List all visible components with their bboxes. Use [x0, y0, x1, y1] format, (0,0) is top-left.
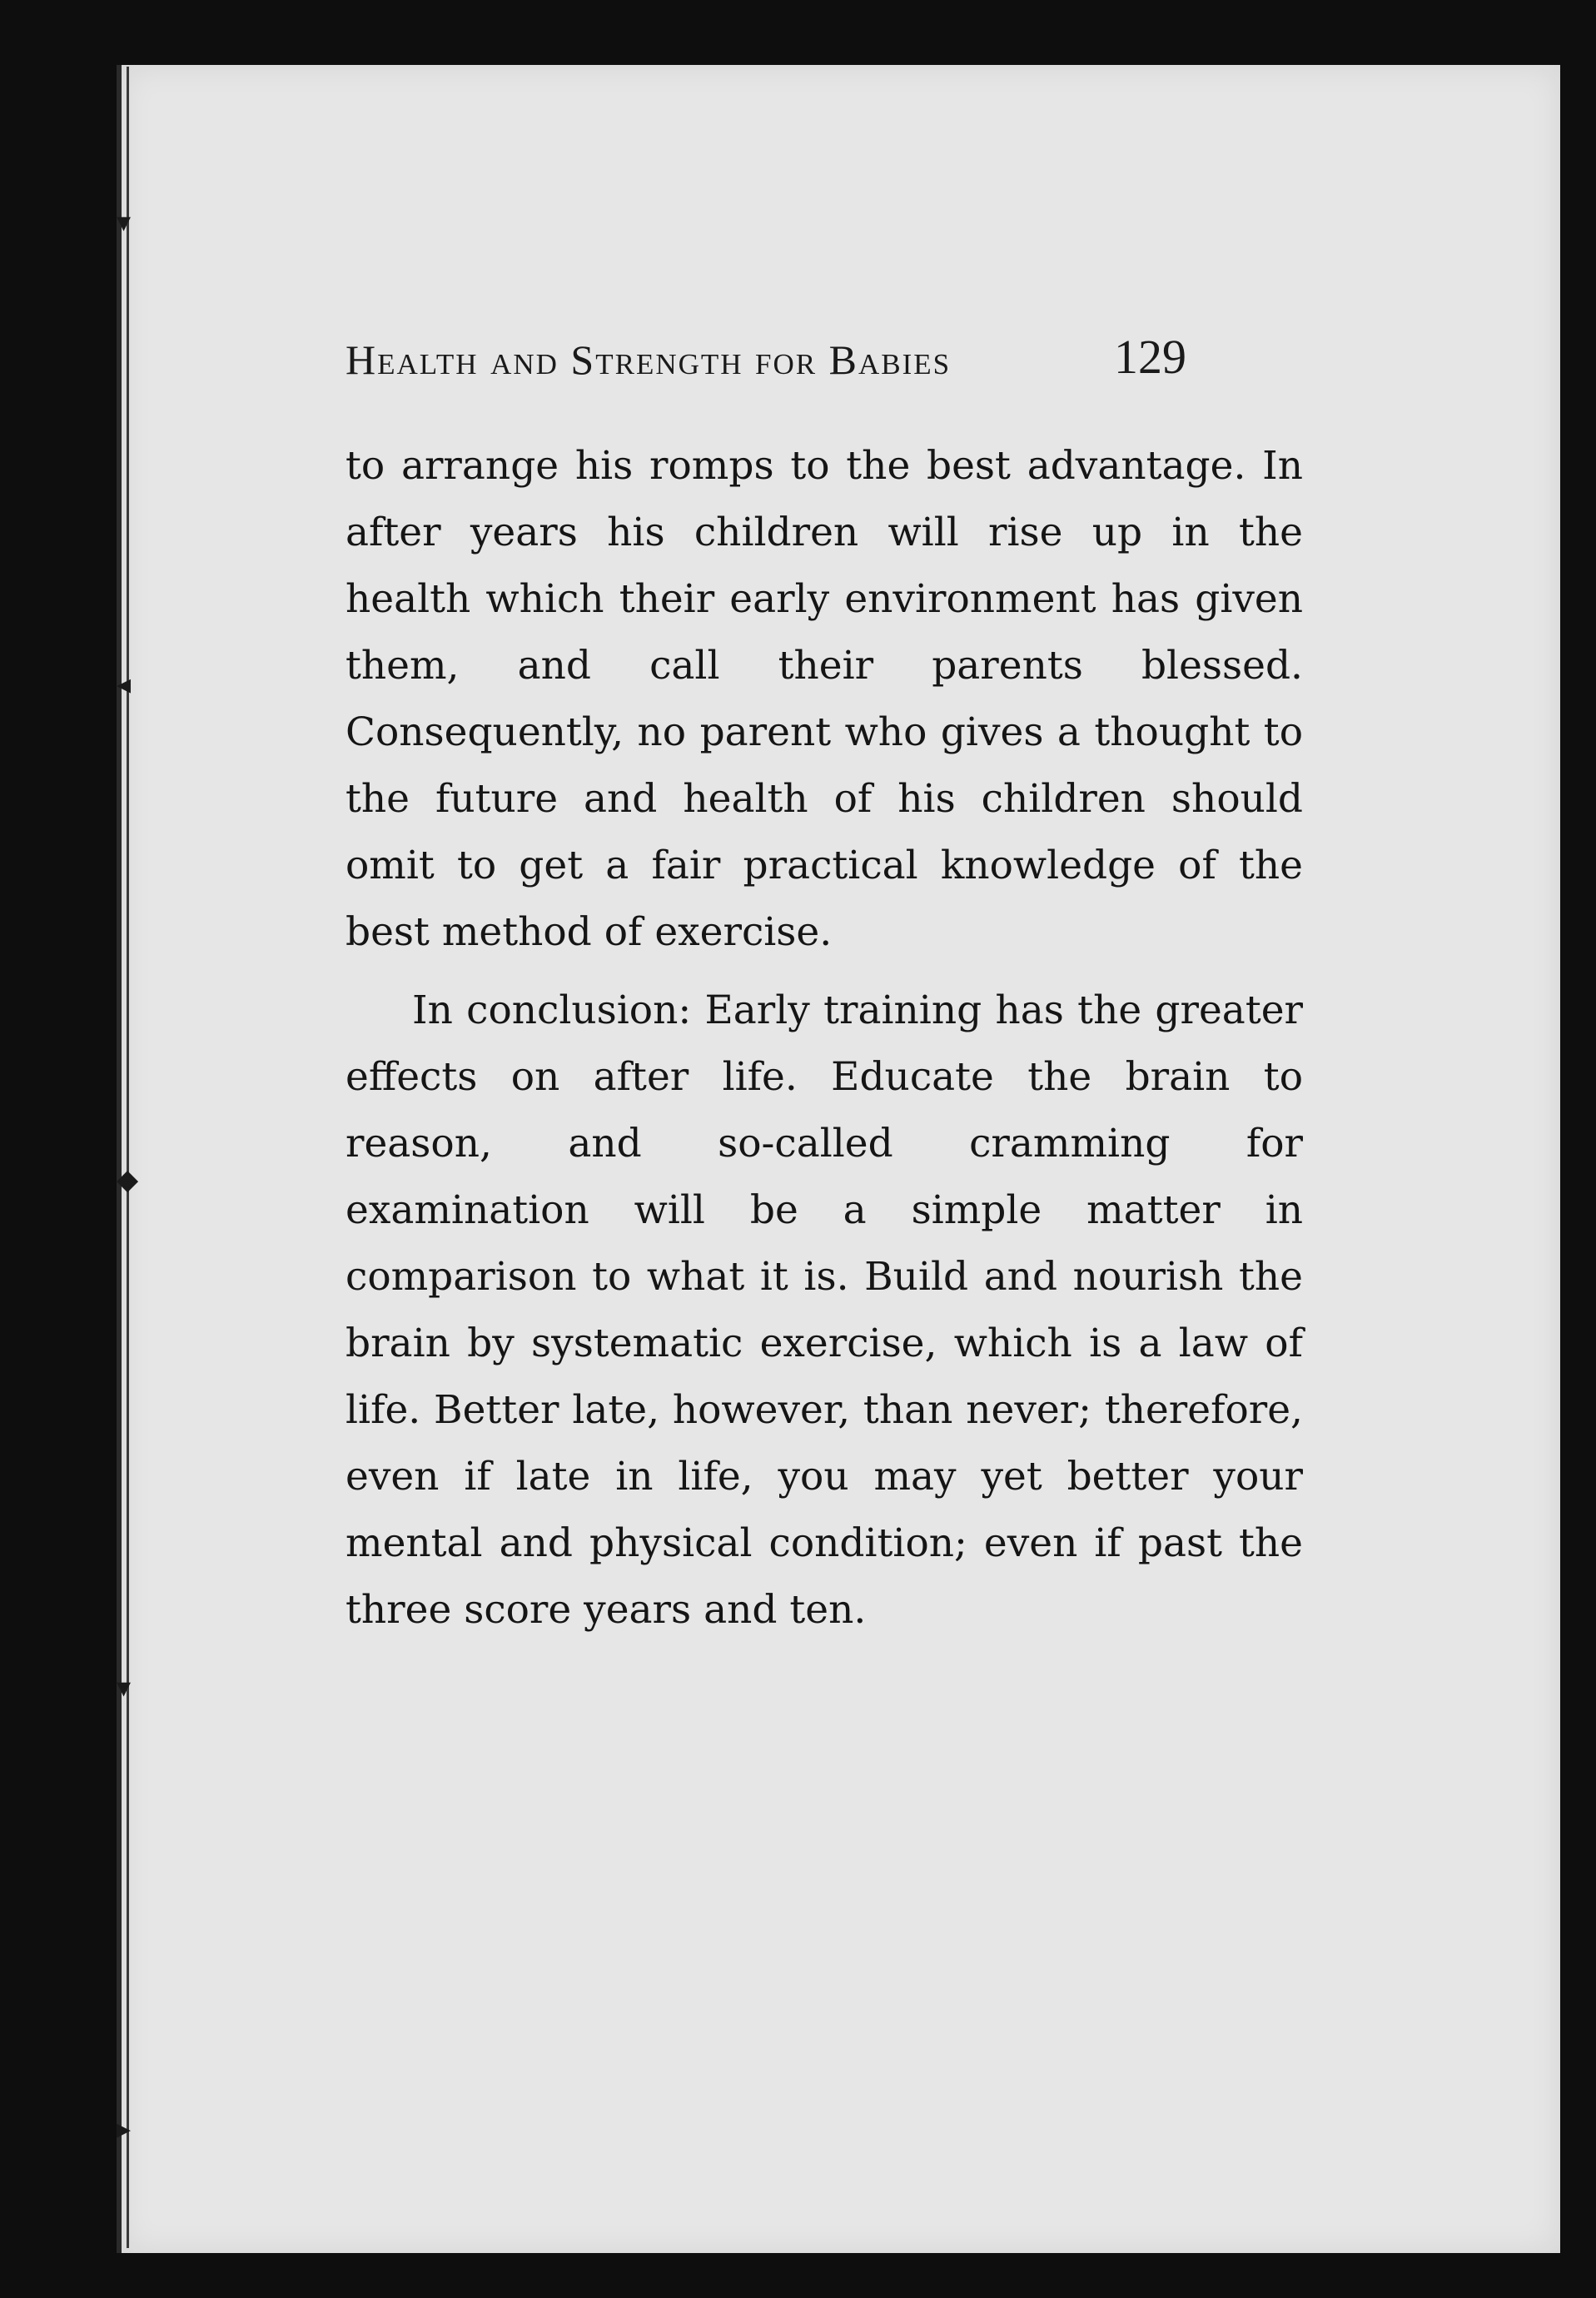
binding-mark: ▾: [117, 1671, 132, 1704]
paragraph: to arrange his romps to the best advantage. In after years his children will rise up in the health which their early environment has given them, and call their parents blessed. Consequently, no parent who gives a thought to the future and health of his children should omit to get a fair practical knowledge of the best method of exercise.: [346, 443, 1303, 955]
binding-mark: ▸: [117, 2112, 132, 2146]
body-text: [346, 433, 1303, 1644]
page-gutter: [127, 67, 129, 2248]
running-header: [0, 321, 1596, 387]
page-number: 129: [1114, 330, 1186, 384]
paragraph: In conclusion: Early training has the greater effects on after life. Educate the brain to reason, and so-called cramming for examination will be a simple matter in comparison to what it is. Build and nourish the brain by systematic exercise, which is a law of life. Better late, however, than never; therefore, even if late in life, you may yet better your mental and physical condition; even if past the three score years and ten.: [346, 987, 1303, 1633]
binding-mark: ◆: [117, 1163, 139, 1196]
binding-mark: ◂: [117, 668, 132, 701]
binding-mark: ▾: [117, 206, 132, 239]
running-title: Health and Strength for Babies: [346, 336, 952, 383]
